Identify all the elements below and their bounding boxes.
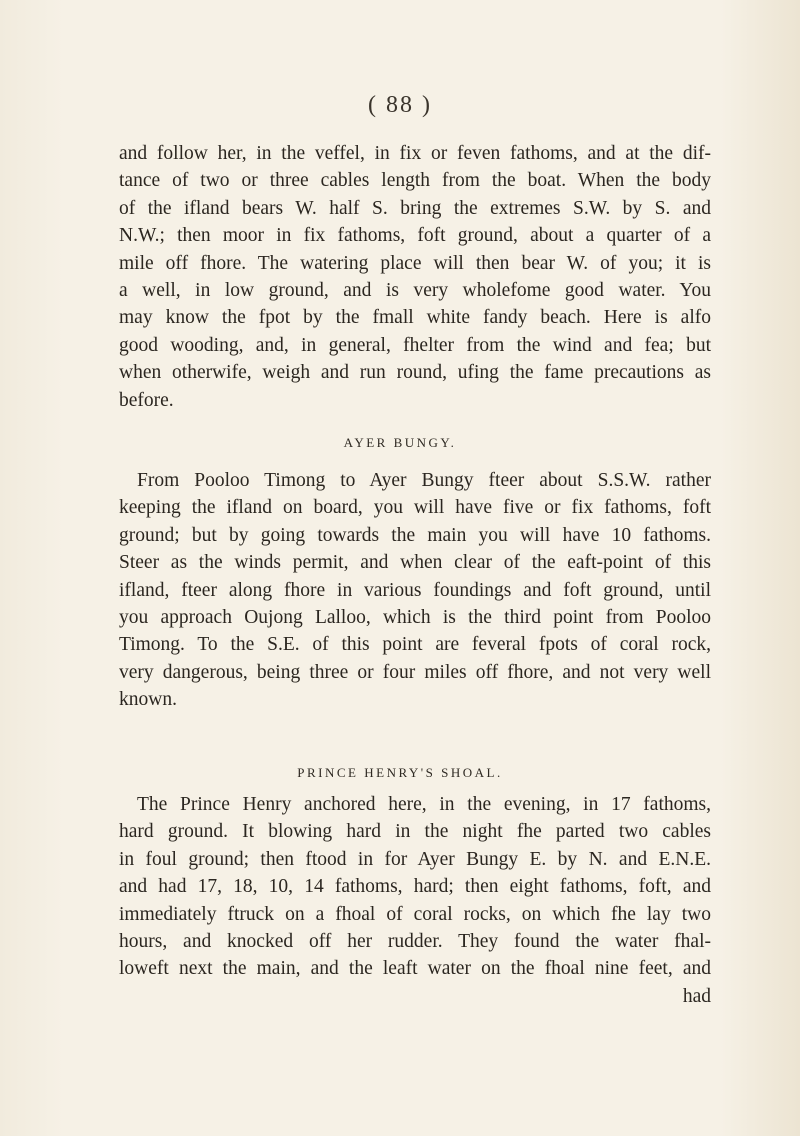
text-line: very dangerous, being three or four miles off fhore, and not very well <box>119 661 711 683</box>
text-line: keeping the ifland on board, you will have five or fix fathoms, foft <box>119 497 711 519</box>
paragraph-intro <box>119 140 711 414</box>
text-line: Timong. To the S.E. of this point are feveral fpots of coral rock, <box>119 634 711 656</box>
text-line: of the ifland bears W. half S. bring the extremes S.W. by S. and <box>119 197 711 219</box>
text-line: known. <box>119 689 177 711</box>
text-line: ground; but by going towards the main you will have 10 fathoms. <box>119 524 711 546</box>
text-line: good wooding, and, in general, fhelter from the wind and fea; but <box>119 334 711 356</box>
text-line: The Prince Henry anchored here, in the evening, in 17 fathoms, <box>137 794 711 815</box>
text-line: tance of two or three cables length from the boat. When the body <box>119 170 711 192</box>
text-line: when otherwife, weigh and run round, ufing the fame precautions as <box>119 362 711 384</box>
text-line: before. <box>119 389 174 411</box>
section-heading-ayer-bungy: AYER BUNGY. <box>343 435 457 450</box>
text-line: hours, and knocked off her rudder. They found the water fhal- <box>119 931 711 953</box>
text-line: N.W.; then moor in fix fathoms, foft ground, about a quarter of a <box>119 225 711 247</box>
catchword: had <box>682 985 711 1007</box>
text-line: and had 17, 18, 10, 14 fathoms, hard; then eight fathoms, foft, and <box>119 876 711 898</box>
text-line: hard ground. It blowing hard in the night fhe parted two cables <box>119 821 711 843</box>
paragraph-ayer-bungy <box>119 467 711 714</box>
text-line: loweft next the main, and the leaft water on the fhoal nine feet, and <box>119 958 711 980</box>
text-line: in foul ground; then ftood in for Ayer Bungy E. by N. and E.N.E. <box>119 848 711 870</box>
page-number: ( 88 ) <box>368 92 432 118</box>
text-line: you approach Oujong Lalloo, which is the third point from Pooloo <box>119 607 711 629</box>
text-line: From Pooloo Timong to Ayer Bungy fteer about S.S.W. rather <box>137 470 711 491</box>
text-line: mile off fhore. The watering place will then bear W. of you; it is <box>119 252 711 274</box>
text-line: a well, in low ground, and is very wholefome good water. You <box>119 280 711 302</box>
text-line: immediately ftruck on a fhoal of coral rocks, on which fhe lay two <box>119 903 711 925</box>
paragraph-prince-henrys-shoal <box>119 791 711 1010</box>
text-line: and follow her, in the veffel, in fix or feven fathoms, and at the dif- <box>119 143 711 164</box>
text-line: Steer as the winds permit, and when clear of the eaft-point of this <box>119 552 711 574</box>
text-line: ifland, fteer along fhore in various foundings and foft ground, until <box>119 579 711 601</box>
section-heading-prince-henrys-shoal: PRINCE HENRY'S SHOAL. <box>297 765 503 780</box>
text-line: may know the fpot by the fmall white fandy beach. Here is alfo <box>119 307 711 329</box>
